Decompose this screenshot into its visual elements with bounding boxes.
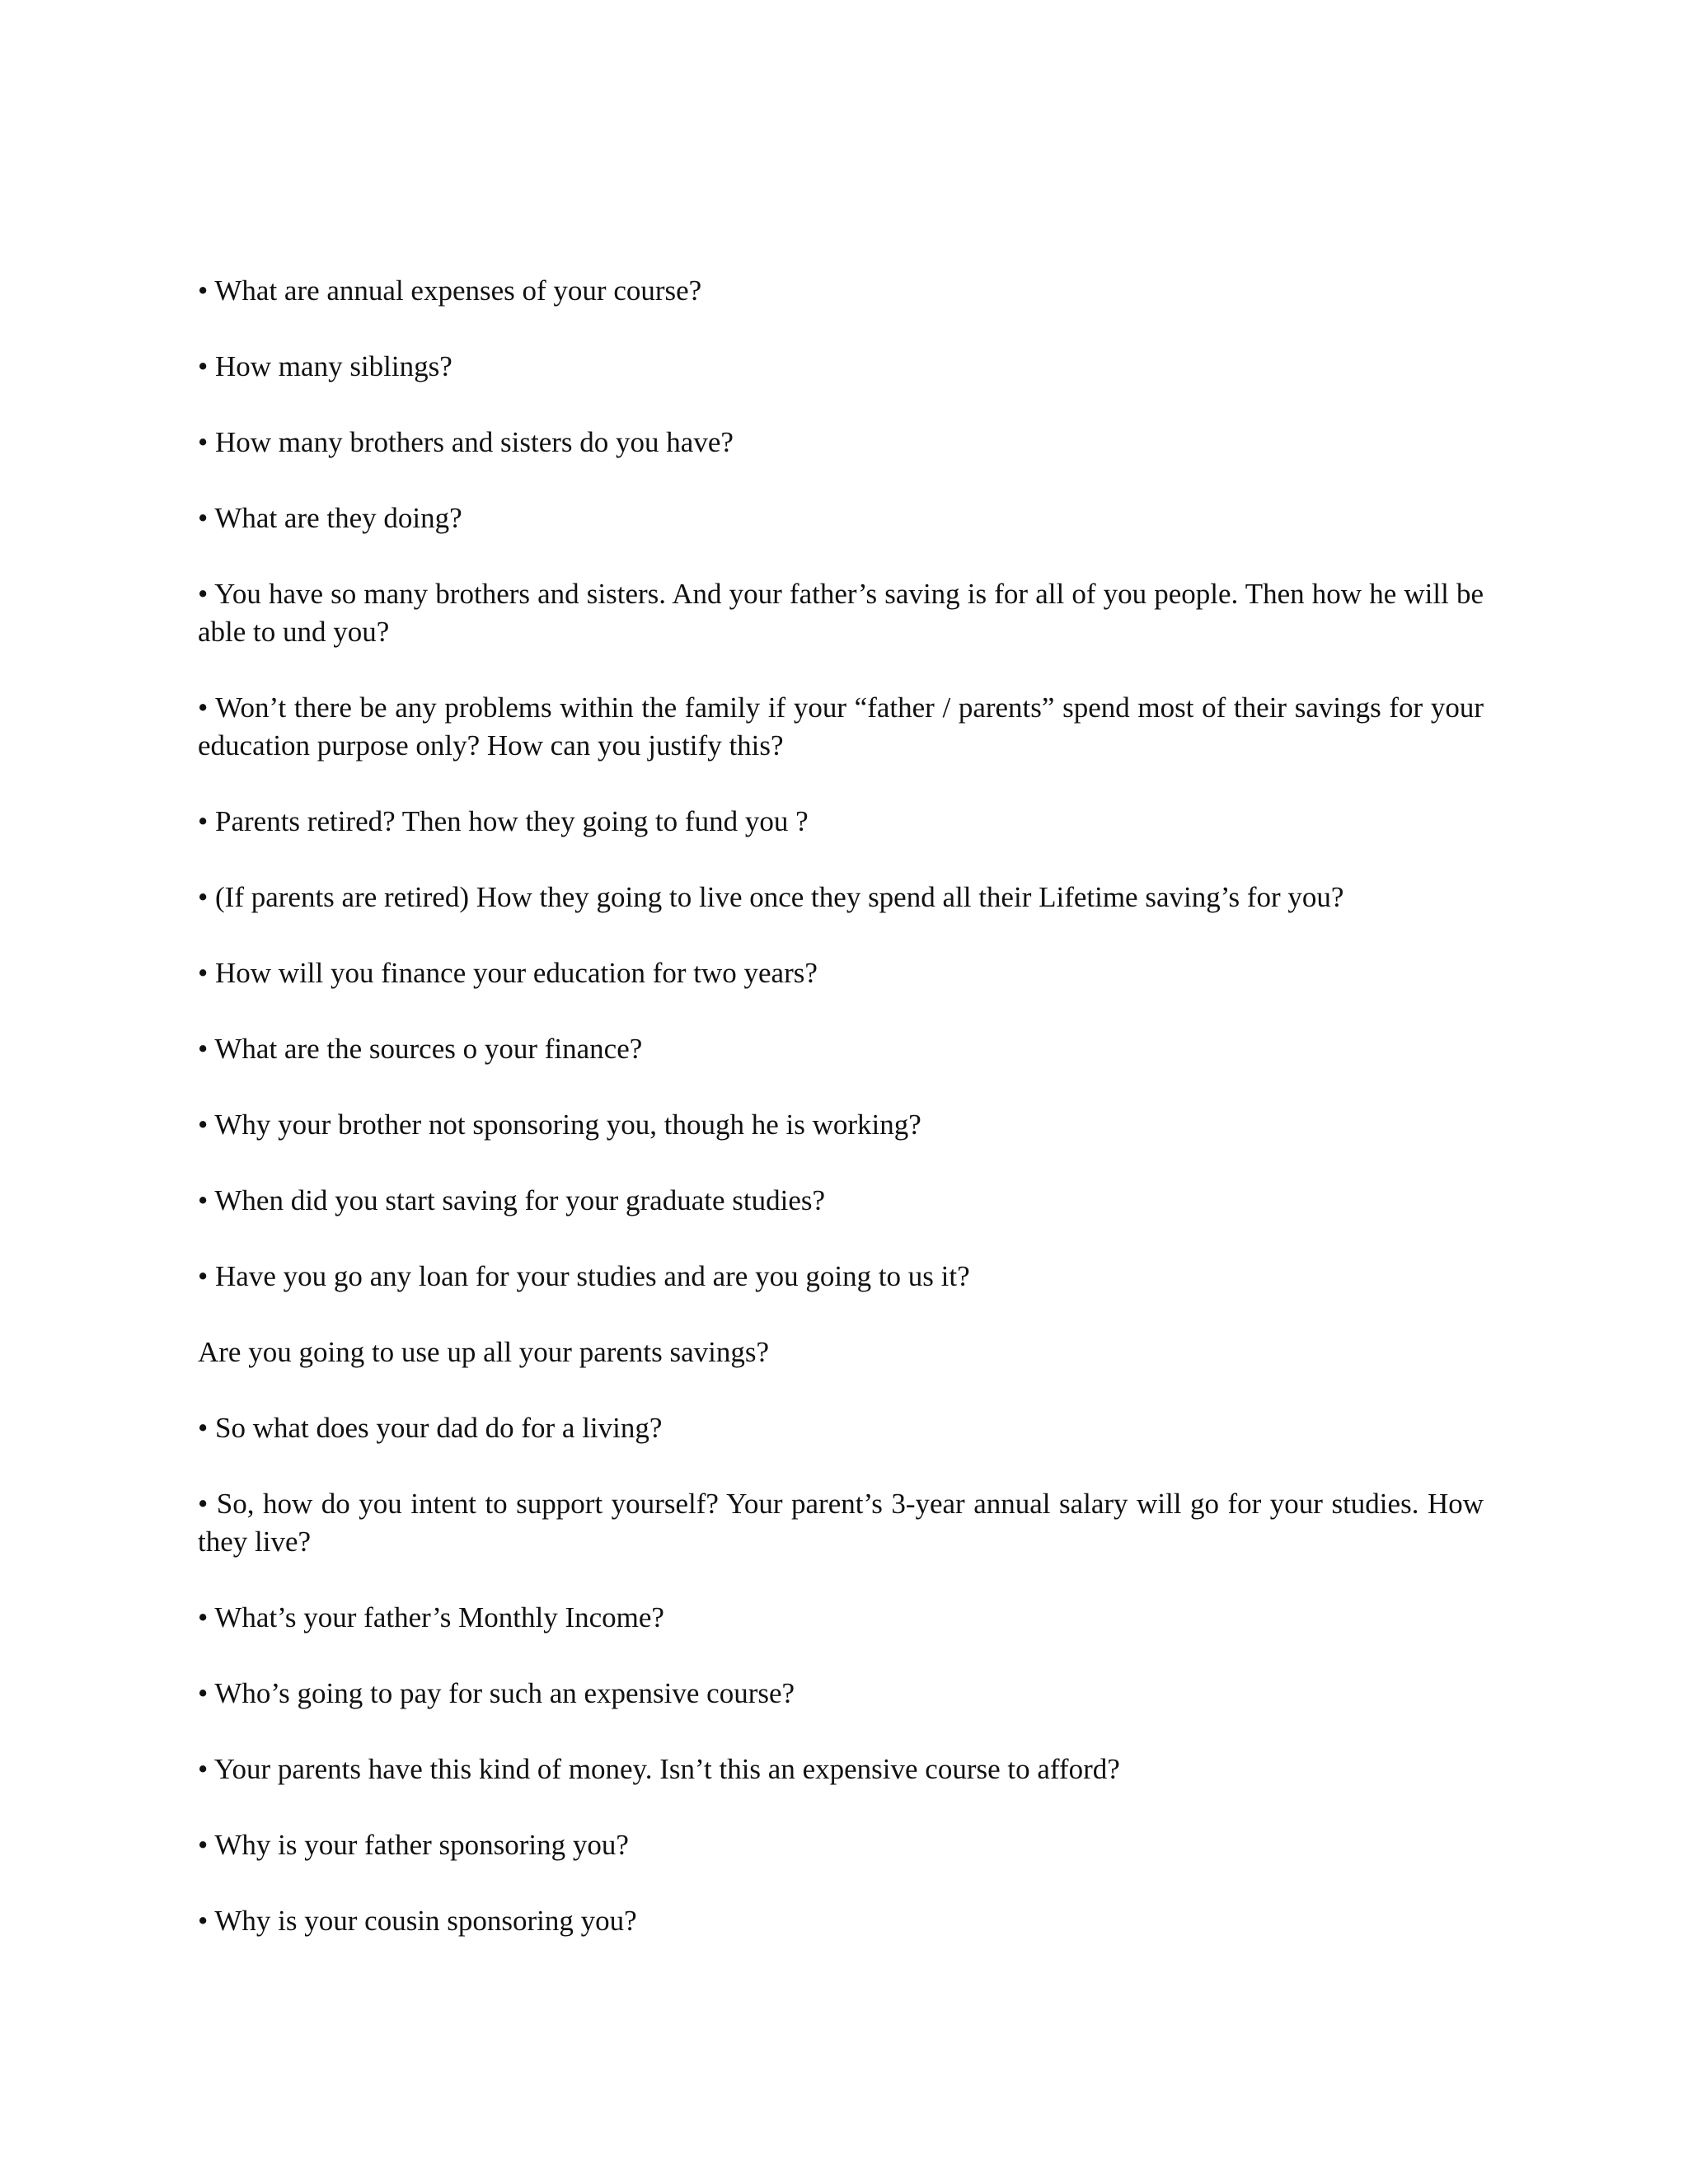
question-item: • Why your brother not sponsoring you, though he is working? [198,1108,921,1141]
question-item: • How many siblings? [198,350,452,382]
question-item: • So, how do you intent to support yourself? Your parent’s 3-year annual salary will go for your studies. How they live? [198,1488,1484,1558]
question-item: • Parents retired? Then how they going to fund you ? [198,805,809,837]
question-item: • What are annual expenses of your course? [198,274,702,307]
question-item: • Won’t there be any problems within the family if your “father / parents” spend most of their savings for your education purpose only? How can you justify this? [198,691,1484,762]
question-item: • (If parents are retired) How they going to live once they spend all their Lifetime saving’s for you? [198,881,1344,913]
question-item: Are you going to use up all your parents savings? [198,1336,770,1368]
question-item: • How many brothers and sisters do you have? [198,426,734,458]
question-item: • Your parents have this kind of money. Isn’t this an expensive course to afford? [198,1753,1120,1785]
question-list [198,272,1484,1940]
question-item: • Why is your cousin sponsoring you? [198,1905,637,1937]
question-item: • How will you finance your education for two years? [198,957,818,989]
question-item: • What are the sources o your finance? [198,1033,643,1065]
question-item: • Who’s going to pay for such an expensive course? [198,1677,795,1709]
question-item: • What are they doing? [198,502,462,534]
question-item: • Have you go any loan for your studies and are you going to us it? [198,1260,970,1292]
question-item: • You have so many brothers and sisters. And your father’s saving is for all of you people. Then how he will be able to und you? [198,578,1484,648]
question-item: • Why is your father sponsoring you? [198,1829,629,1861]
question-item: • When did you start saving for your graduate studies? [198,1184,826,1216]
question-item: • So what does your dad do for a living? [198,1412,663,1444]
question-item: • What’s your father’s Monthly Income? [198,1601,664,1633]
